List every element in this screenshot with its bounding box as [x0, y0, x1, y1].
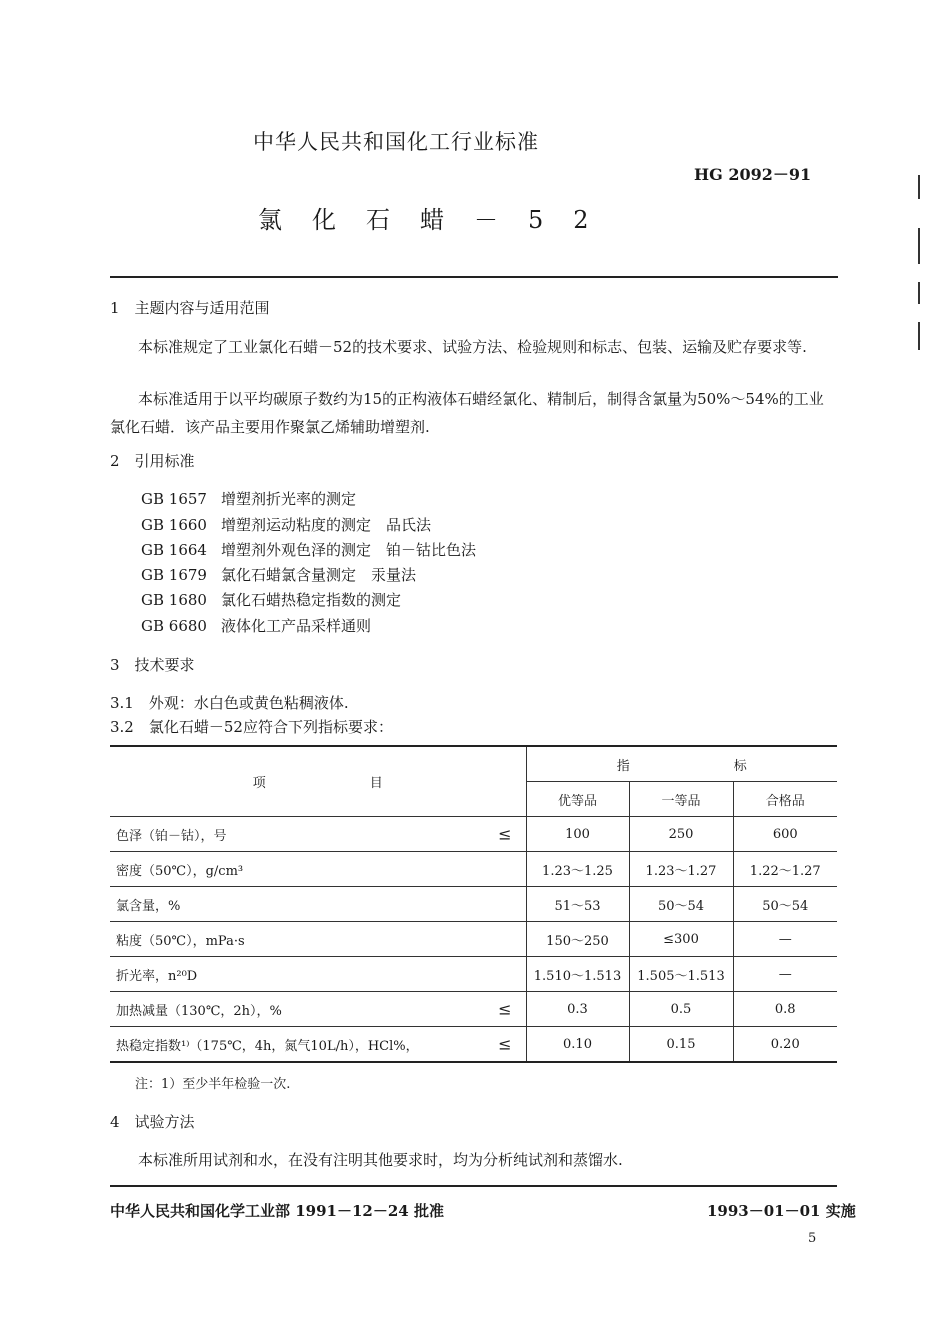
- table-cell: 51～53: [526, 887, 629, 922]
- reference-title: 液体化工产品采样通则: [221, 617, 372, 635]
- table-cell: ≤300: [629, 922, 733, 957]
- clause-3-2: 3.2 氯化石蜡－52应符合下列指标要求：: [110, 718, 393, 736]
- approval-line: 中华人民共和国化学工业部 1991－12－24 批准: [110, 1202, 444, 1220]
- table-cell: 1.510～1.513: [526, 957, 629, 992]
- item-header: 项 目: [110, 746, 526, 817]
- section-4-heading: 4 试验方法: [110, 1113, 195, 1131]
- table-cell: —: [733, 957, 837, 992]
- table-footnote: 注：1）至少半年检验一次.: [135, 1077, 291, 1092]
- reference-item: [141, 564, 416, 585]
- item-label: 加热减量（130℃，2h），%: [116, 1003, 282, 1019]
- grade-header: 合格品: [733, 782, 837, 817]
- table-row: [110, 817, 837, 852]
- reference-code: GB 1679: [141, 566, 207, 584]
- binding-mark: [918, 228, 920, 264]
- table-cell: 150～250: [526, 922, 629, 957]
- section-3-heading: 3 技术要求: [110, 656, 195, 674]
- reference-title: 增塑剂折光率的测定: [221, 490, 357, 508]
- header-rule: [110, 276, 838, 278]
- reference-title: 增塑剂运动粘度的测定 品氏法: [221, 516, 432, 534]
- reference-title: 增塑剂外观色泽的测定 铂－钴比色法: [221, 541, 477, 559]
- standard-code: HG 2092－91: [694, 165, 812, 184]
- item-label: 粘度（50℃），mPa·s: [116, 933, 245, 949]
- reference-code: GB 1660: [141, 516, 207, 534]
- reference-title: 氯化石蜡氯含量测定 汞量法: [221, 566, 417, 584]
- table-cell: 0.20: [733, 1027, 837, 1063]
- reference-code: GB 1657: [141, 490, 207, 508]
- table-row: [110, 922, 837, 957]
- table-cell: 50～54: [733, 887, 837, 922]
- specification-table: [110, 745, 837, 1063]
- table-cell: 0.8: [733, 992, 837, 1027]
- item-label: 色泽（铂－钴），号: [116, 828, 227, 844]
- item-name: [110, 922, 526, 957]
- index-header: 指 标: [526, 746, 837, 782]
- item-name: [110, 817, 526, 852]
- item-name: [110, 1027, 526, 1063]
- reference-code: GB 6680: [141, 617, 207, 635]
- table-cell: 0.15: [629, 1027, 733, 1063]
- section-1-heading: 1 主题内容与适用范围: [110, 299, 270, 317]
- section-4-paragraph: 本标准所用试剂和水，在没有注明其他要求时，均为分析纯试剂和蒸馏水.: [138, 1151, 623, 1169]
- table-cell: 0.3: [526, 992, 629, 1027]
- table-cell: 0.5: [629, 992, 733, 1027]
- reference-item: [141, 589, 401, 610]
- item-name: [110, 887, 526, 922]
- table-cell: 100: [526, 817, 629, 852]
- item-label: 氯含量，%: [116, 898, 181, 914]
- item-name: [110, 957, 526, 992]
- section-2-heading: 2 引用标准: [110, 452, 195, 470]
- clause-3-1: 3.1 外观：水白色或黄色粘稠液体.: [110, 694, 349, 712]
- table-cell: 1.505～1.513: [629, 957, 733, 992]
- section-1-paragraph-2: 本标准适用于以平均碳原子数约为15的正构液体石蜡经氯化、精制后，制得含氯量为50%～54%的工业氯化石蜡．该产品主要用作聚氯乙烯辅助增塑剂.: [110, 390, 824, 436]
- item-label: 折光率，n²⁰D: [116, 968, 198, 984]
- footer-rule: [110, 1185, 837, 1187]
- implementation-date: 1993－01－01 实施: [707, 1202, 856, 1220]
- table-row: [110, 887, 837, 922]
- section-1-paragraph-1: 本标准规定了工业氯化石蜡－52的技术要求、试验方法、检验规则和标志、包装、运输及贮存要求等.: [138, 338, 807, 356]
- publisher-heading: 中华人民共和国化工行业标准: [253, 130, 539, 154]
- table-cell: 250: [629, 817, 733, 852]
- table-cell: 1.22～1.27: [733, 852, 837, 887]
- table-cell: 1.23～1.25: [526, 852, 629, 887]
- document-title: 氯化石蜡－52: [258, 206, 619, 234]
- table-header-row: [110, 746, 837, 782]
- table-cell: 0.10: [526, 1027, 629, 1063]
- item-name: [110, 992, 526, 1027]
- reference-title: 氯化石蜡热稳定指数的测定: [221, 591, 402, 609]
- reference-item: [141, 539, 476, 560]
- table-cell: 50～54: [629, 887, 733, 922]
- table-row: [110, 852, 837, 887]
- reference-code: GB 1680: [141, 591, 207, 609]
- limit-sign: ≤: [498, 999, 512, 1019]
- reference-code: GB 1664: [141, 541, 207, 559]
- page-number: 5: [808, 1231, 817, 1246]
- table-cell: 600: [733, 817, 837, 852]
- binding-mark: [918, 322, 920, 350]
- grade-header: 一等品: [629, 782, 733, 817]
- item-name: [110, 852, 526, 887]
- binding-mark: [918, 282, 920, 304]
- limit-sign: ≤: [498, 1034, 512, 1054]
- table-row: [110, 992, 837, 1027]
- table-cell: 1.23～1.27: [629, 852, 733, 887]
- reference-item: [141, 488, 356, 509]
- table-cell: —: [733, 922, 837, 957]
- binding-mark: [918, 175, 920, 199]
- reference-item: [141, 514, 431, 535]
- grade-header: 优等品: [526, 782, 629, 817]
- reference-item: [141, 615, 371, 636]
- item-label: 密度（50℃），g/cm³: [116, 863, 244, 879]
- limit-sign: ≤: [498, 824, 512, 844]
- table-row: [110, 1027, 837, 1063]
- table-row: [110, 957, 837, 992]
- item-label: 热稳定指数¹⁾（175℃，4h，氮气10L/h），HCl%，: [116, 1038, 419, 1054]
